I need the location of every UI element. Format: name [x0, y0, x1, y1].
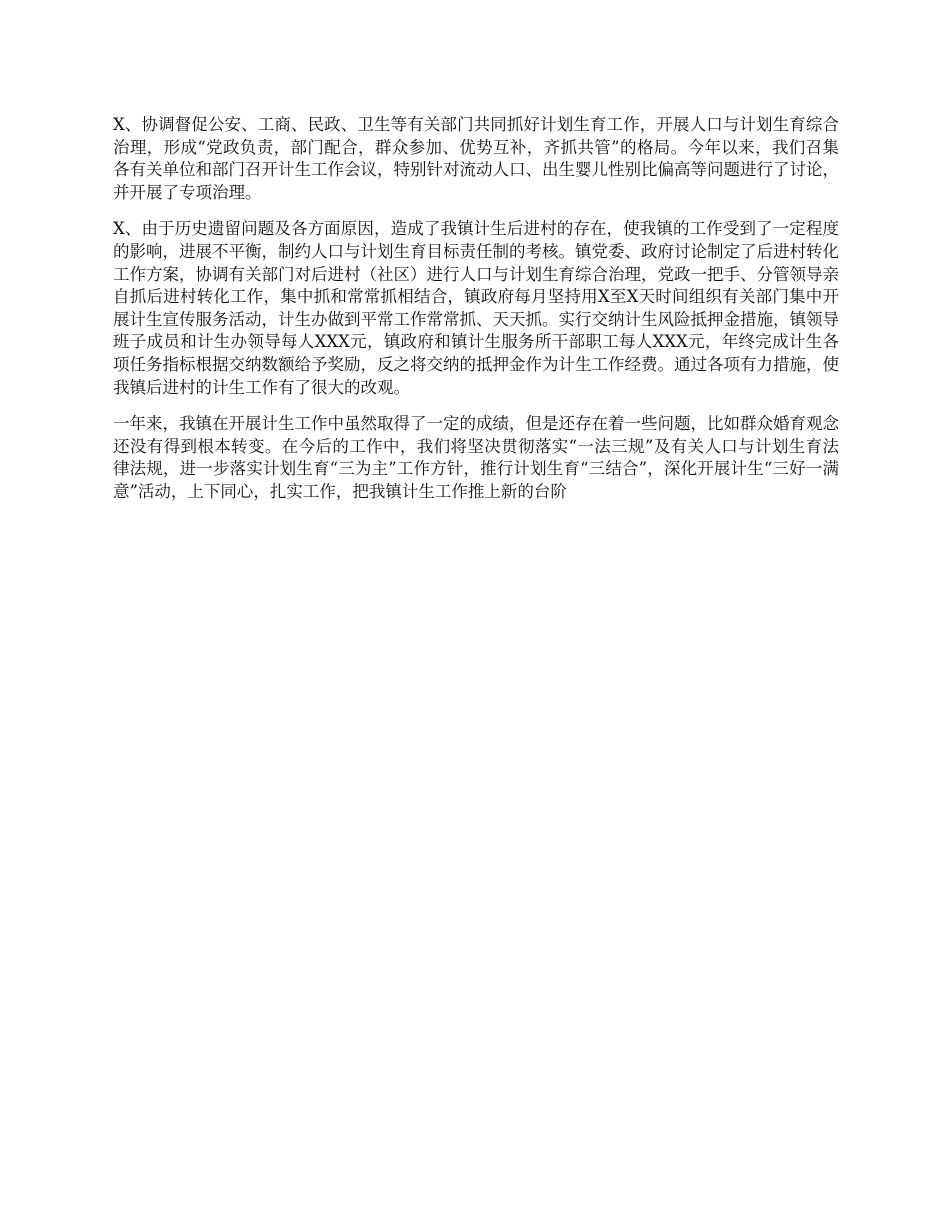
paragraph-3: 一年来，我镇在开展计生工作中虽然取得了一定的成绩，但是还存在着一些问题，比如群众婚育观念还没有得到根本转变。在今后的工作中，我们将坚决贯彻落实“一法三规”及有关人口与计划生育法律法规，进一步落实计划生育“三为主”工作方针，推行计划生育“三结合”，深化开展计生“三好一满意”活动，上下同心，扎实工作，把我镇计生工作推上新的台阶: [113, 414, 839, 501]
paragraph-1: X、协调督促公安、工商、民政、卫生等有关部门共同抓好计划生育工作，开展人口与计划生育综合治理，形成“党政负责，部门配合，群众参加、优势互补，齐抓共管”的格局。今年以来，我们召集各有关单位和部门召开计生工作会议，特别针对流动人口、出生婴儿性别比偏高等问题进行了讨论，并开展了专项治理。: [113, 115, 839, 202]
document-body: [113, 114, 839, 518]
paragraph-2: X、由于历史遗留问题及各方面原因，造成了我镇计生后进村的存在，使我镇的工作受到了一定程度的影响，进展不平衡，制约人口与计划生育目标责任制的考核。镇党委、政府讨论制定了后进村转化工作方案，协调有关部门对后进村（社区）进行人口与计划生育综合治理，党政一把手、分管领导亲自抓后进村转化工作，集中抓和常常抓相结合，镇政府每月坚持用X至X天时间组织有关部门集中开展计生宣传服务活动，计生办做到平常工作常常抓、天天抓。实行交纳计生风险抵押金措施，镇领导班子成员和计生办领导每人XXX元，镇政府和镇计生服务所干部职工每人XXX元，年终完成计生各项任务指标根据交纳数额给予奖励，反之将交纳的抵押金作为计生工作经费。通过各项有力措施，使我镇后进村的计生工作有了很大的改观。: [113, 219, 839, 397]
